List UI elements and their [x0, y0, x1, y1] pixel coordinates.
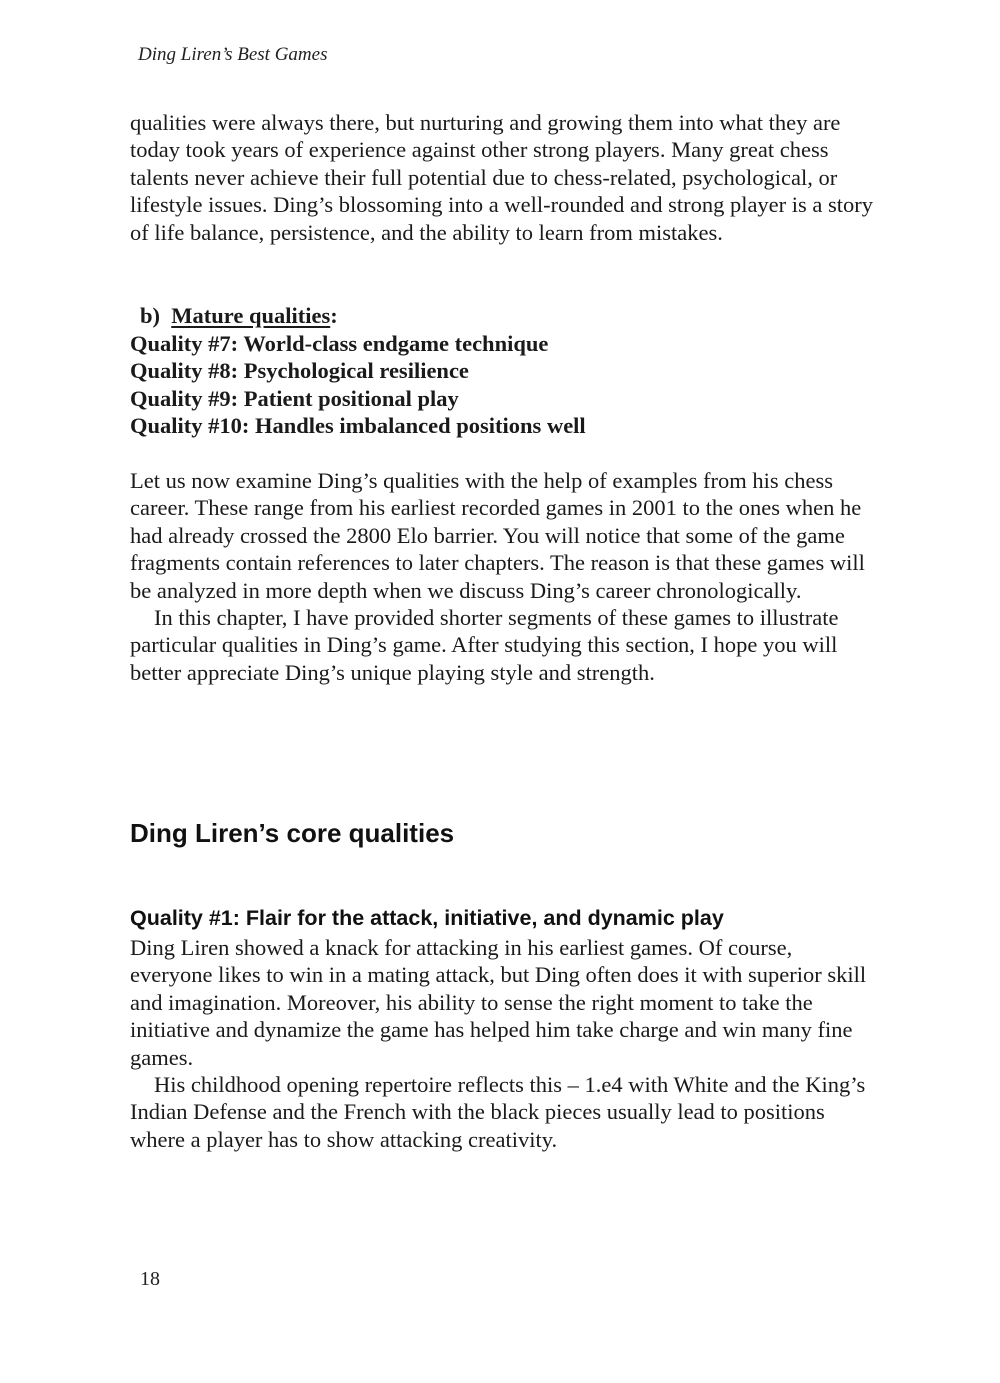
page-number: 18: [140, 1268, 160, 1290]
examine-text-block: [130, 467, 875, 686]
quality-item-10: Quality #10: Handles imbalanced positions well: [130, 413, 586, 439]
running-head: Ding Liren’s Best Games: [138, 44, 328, 65]
quality-1-paragraph-2: His childhood opening repertoire reflects this – 1.e4 with White and the King’s Indian Defense and the French with the black pieces usually lead to positions where a player has to show attacking creativity.: [130, 1072, 866, 1152]
section-heading: Ding Liren’s core qualities: [130, 818, 455, 848]
mature-qualities-label: Mature qualities: [171, 303, 331, 328]
intro-paragraph: qualities were always there, but nurturing and growing them into what they are today took years of experience against other strong players. Many great chess talents never achieve their full potential due to chess-related, psychological, or lifestyle issues. Ding’s blossoming into a well-rounded and strong player is a story of life balance, persistence, and the ability to learn from mistakes.: [130, 110, 874, 245]
quality-item-9: Quality #9: Patient positional play: [130, 385, 459, 411]
quality-item-8: Quality #8: Psychological resilience: [130, 358, 469, 384]
mature-qualities-heading: [130, 302, 875, 330]
quality-item-7: Quality #7: World-class endgame technique: [130, 330, 549, 356]
list-marker: b): [140, 303, 161, 328]
quality-1-heading: Quality #1: Flair for the attack, initiative, and dynamic play: [130, 906, 724, 930]
intro-text-block: [130, 109, 875, 246]
mature-qualities-list: [130, 302, 875, 440]
quality-1-text-block: [130, 934, 875, 1153]
chapter-paragraph: In this chapter, I have provided shorter segments of these games to illustrate particular qualities in Ding’s game. After studying this section, I hope you will better appreciate Ding’s unique playing style and strength.: [130, 605, 839, 685]
quality-1-paragraph-1: Ding Liren showed a knack for attacking in his earliest games. Of course, everyone likes to win in a mating attack, but Ding often does it with superior skill and imagination. Moreover, his ability to sense the right moment to take the initiative and dynamize the game has helped him take charge and win many fine games.: [130, 935, 867, 1070]
heading-colon: :: [330, 303, 338, 328]
examine-paragraph: Let us now examine Ding’s qualities with the help of examples from his chess career. These range from his earliest recorded games in 2001 to the ones when he had already crossed the 2800 Elo barrier. You will notice that some of the game fragments contain references to later chapters. The reason is that these games will be analyzed in more depth when we discuss Ding’s career chronologically.: [130, 468, 865, 603]
